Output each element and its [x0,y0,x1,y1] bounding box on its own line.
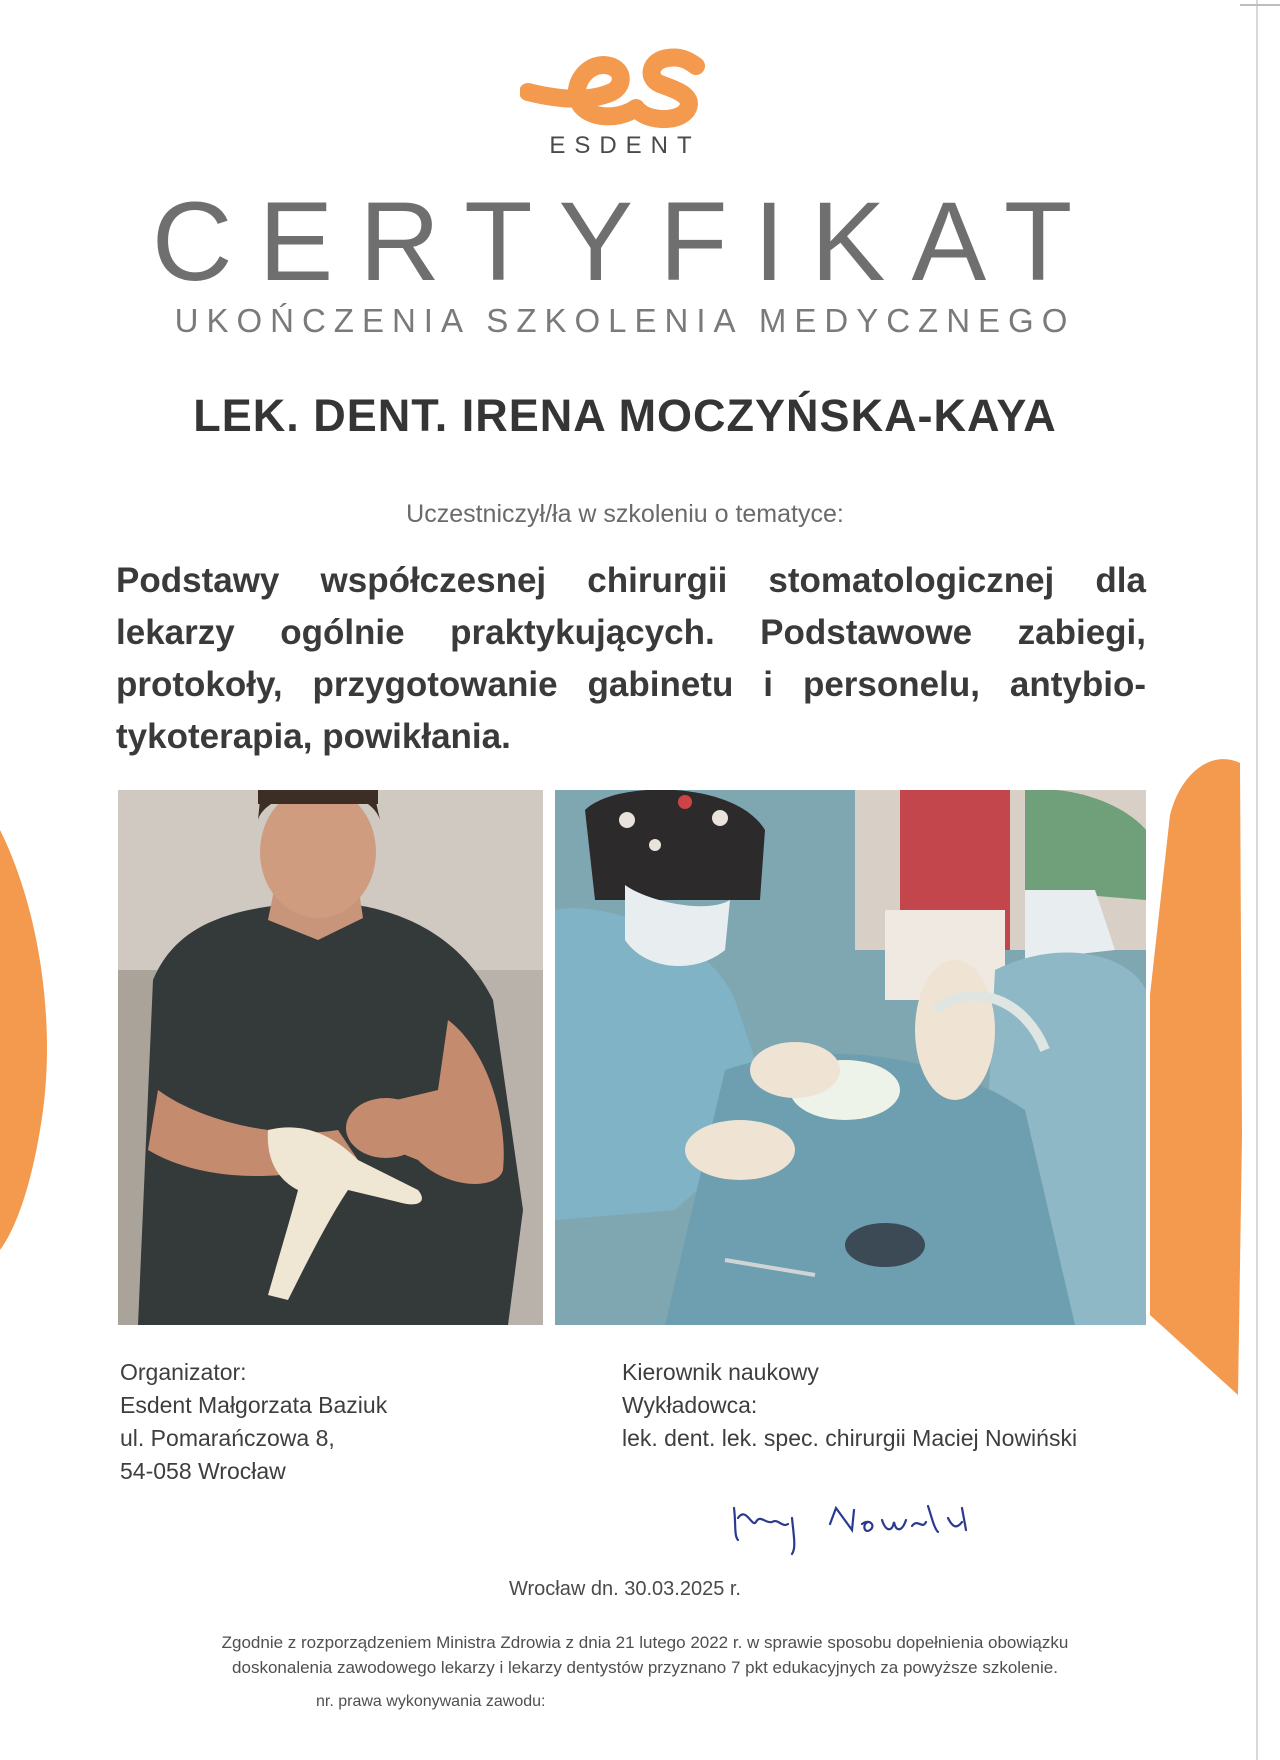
organizer-street: ul. Pomarańczowa 8, [120,1425,335,1451]
legal-line-2: doskonalenia zawodowego lekarzy i lekarzy dentystów przyznano 7 pkt edukacyjnych za powyższe szkolenie. [232,1658,1058,1677]
training-topic: Podstawy współczesnej chirurgii stomatologicznej dla lekarzy ogólnie praktykujących. Podstawowe zabiegi, protokoły, przygotowanie gabinetu i personelu, antybio-tykoterapia, powikłania. [116,561,1146,756]
left-orange-shape [0,830,60,1250]
issue-date-line: Wrocław dn. 30.03.2025 r. [509,1578,741,1600]
organizer-label: Organizator: [120,1359,247,1385]
lecturer-name: lek. dent. lek. spec. chirurgii Maciej Nowiński [622,1425,1078,1451]
organizer-city: 54-058 Wrocław [120,1458,286,1484]
esdent-logo-icon [520,30,720,130]
lecturer-label: Wykładowca: [622,1392,758,1418]
scan-edge-tick [1240,4,1280,6]
scientific-director-label: Kierownik naukowy [622,1359,819,1385]
brand-name: ESDENT [549,132,701,159]
lecturer-block [622,1356,1077,1455]
scan-edge-line [1256,0,1258,1760]
lecturer-signature [722,1478,982,1558]
legal-notice [130,1630,1160,1680]
license-number-label: nr. prawa wykonywania zawodu: [316,1693,546,1710]
photo-surgery-team [555,790,1146,1325]
certificate-subtitle: UKOŃCZENIA SZKOLENIA MEDYCZNEGO [174,302,1076,339]
photo-doctor-gloving [118,790,543,1325]
organizer-block [120,1356,387,1488]
certificate-title: CERTYFIKAT [151,179,1099,304]
participation-intro: Uczestniczył/ła w szkoleniu o tematyce: [406,500,844,528]
legal-line-1: Zgodnie z rozporządzeniem Ministra Zdrowia z dnia 21 lutego 2022 r. w sprawie sposobu dopełnienia obowiązku [221,1633,1069,1652]
recipient-name: LEK. DENT. IRENA MOCZYŃSKA-KAYA [193,390,1057,441]
right-orange-shape [1150,755,1250,1395]
organizer-name: Esdent Małgorzata Baziuk [120,1392,388,1418]
